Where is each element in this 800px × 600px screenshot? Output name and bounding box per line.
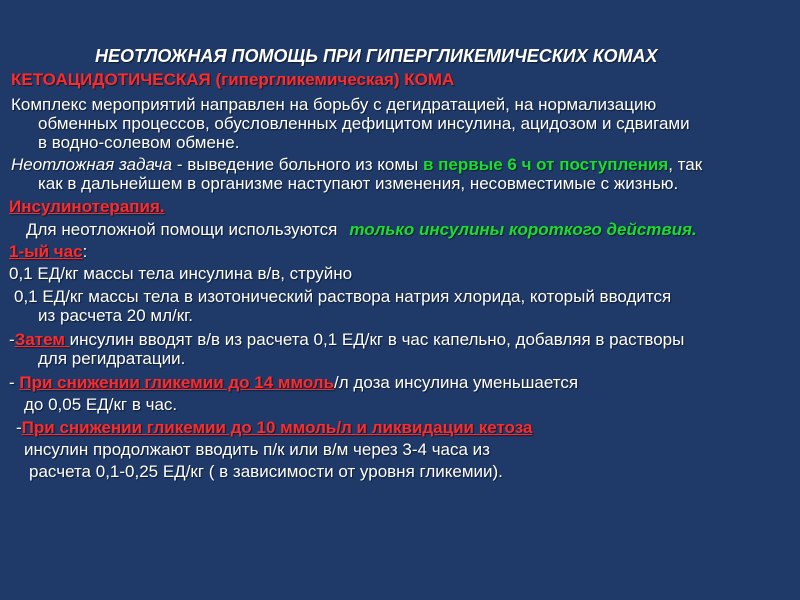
paragraph-3-text: Для неотложной помощи используются xyxy=(26,220,338,239)
slide-subtitle: КЕТОАЦИДОТИЧЕСКАЯ (гипергликемическая) КОМА xyxy=(11,70,455,89)
glycemia-14-label: При снижении гликемии до 14 ммоль xyxy=(19,373,335,392)
glycemia-14-prefix: - xyxy=(9,373,20,392)
glycemia-10-label: При снижении гликемии до 10 ммоль/л и ликвидации кетоза xyxy=(21,418,533,437)
glycemia-10-line-2: инсулин продолжают вводить п/к или в/м через 3-4 часа из xyxy=(24,440,490,459)
then-text: инсулин вводят в/в из расчета 0,1 ЕД/кг в час капельно, добавляя в растворы xyxy=(69,330,685,349)
glycemia-10-line-3: расчета 0,1-0,25 ЕД/кг ( в зависимости от уровня гликемии). xyxy=(29,462,503,481)
short-acting-insulin-highlight: только инсулины короткого действия. xyxy=(349,220,697,239)
then-prefix: - xyxy=(9,330,15,349)
glycemia-14-line-1 xyxy=(9,373,578,393)
paragraph-1-line-3: в водно-солевом обмене. xyxy=(38,133,240,152)
then-line-2: для регидратации. xyxy=(38,349,186,368)
glycemia-10-prefix: - xyxy=(16,418,22,437)
glycemia-14-text: /л доза инсулина уменьшается xyxy=(334,373,579,392)
first-hour-label: 1-ый час xyxy=(9,242,83,261)
glycemia-10-line-1 xyxy=(16,418,532,438)
glycemia-14-line-2: до 0,05 ЕД/кг в час. xyxy=(24,395,178,414)
dose-2-line-2: из расчета 20 мл/кг. xyxy=(38,306,194,325)
dose-2-line-1: 0,1 ЕД/кг массы тела в изотонический раствора натрия хлорида, который вводится xyxy=(14,287,672,306)
paragraph-3 xyxy=(26,220,697,240)
first-hour-colon: : xyxy=(82,242,88,261)
paragraph-1-line-2: обменных процессов, обусловленных дефицитом инсулина, ацидозом и сдвигами xyxy=(38,114,690,133)
paragraph-2-line-1 xyxy=(11,155,702,175)
insulin-therapy-heading: Инсулинотерапия. xyxy=(9,197,165,216)
urgent-task-text: - выведение больного из комы xyxy=(172,155,423,174)
first-hour-heading xyxy=(9,242,87,262)
dose-1: 0,1 ЕД/кг массы тела инсулина в/в, струйно xyxy=(9,264,353,283)
urgent-task-text-end: , так xyxy=(668,155,703,174)
urgent-task-highlight: в первые 6 ч от поступления xyxy=(422,155,669,174)
then-line-1 xyxy=(9,330,684,350)
then-label: Затем xyxy=(14,330,70,349)
paragraph-1-line-1: Комплекс мероприятий направлен на борьбу с дегидратацией, на нормализацию xyxy=(11,95,657,114)
paragraph-2-line-2: как в дальнейшем в организме наступают изменения, несовместимые с жизнью. xyxy=(38,174,679,193)
slide-title: НЕОТЛОЖНАЯ ПОМОЩЬ ПРИ ГИПЕРГЛИКЕМИЧЕСКИХ КОМАХ xyxy=(95,46,658,66)
urgent-task-label: Неотложная задача xyxy=(11,155,173,174)
